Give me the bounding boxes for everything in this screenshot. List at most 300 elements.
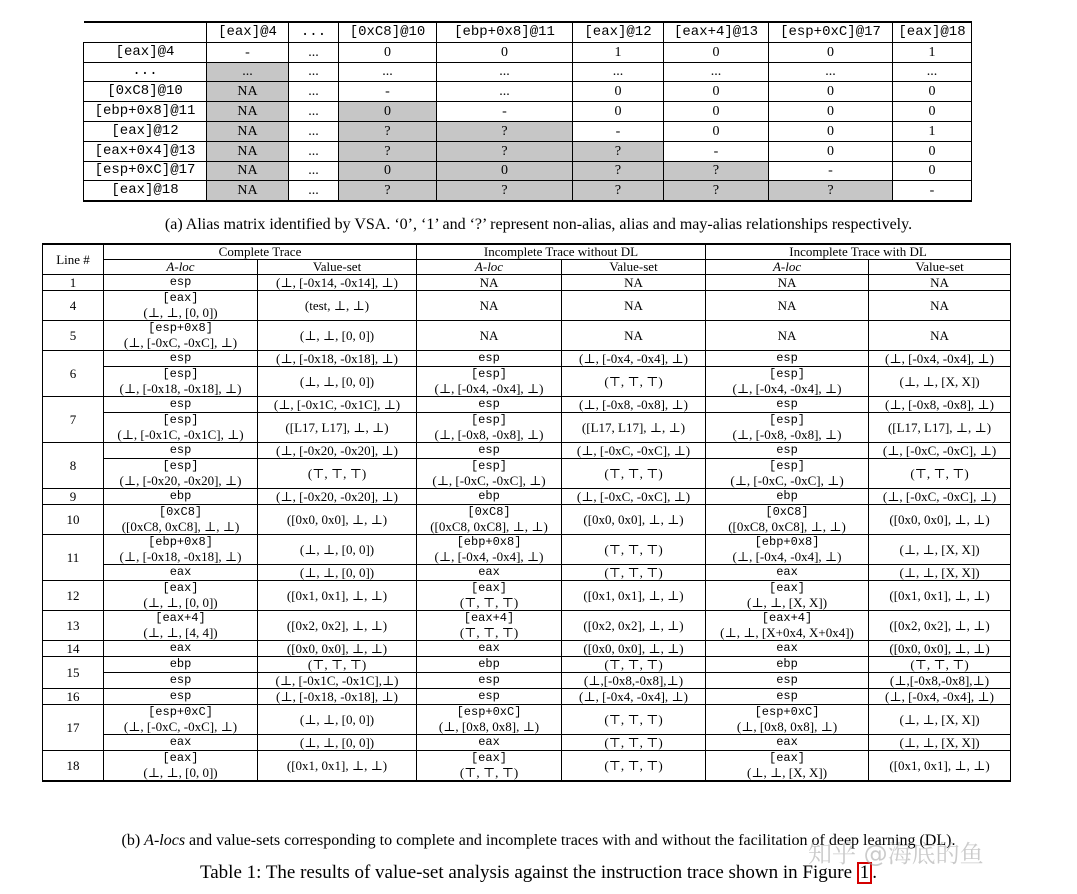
- aloc-cell: [706, 367, 869, 397]
- alias-cell: 0: [664, 42, 769, 62]
- value-set-cell: (⊥, [-0x4, -0x4], ⊥): [562, 351, 706, 367]
- aloc-value-set: (⊥, ⊥, [X+0x4, X+0x4]): [720, 624, 854, 640]
- aloc-cell: NA: [417, 291, 562, 321]
- aloc-cell: ebp: [417, 489, 562, 505]
- vsa-row: [43, 657, 1011, 673]
- aloc-cell: eax: [706, 565, 869, 581]
- aloc-cell: [104, 535, 258, 565]
- vsa-row: [43, 275, 1011, 291]
- aloc-value-set: (⊥, ⊥, [X, X]): [746, 594, 828, 610]
- aloc-cell: [706, 751, 869, 782]
- value-set-cell: (⊥, ⊥, [0, 0]): [258, 705, 417, 735]
- value-set-cell: ([L17, L17], ⊥, ⊥): [258, 413, 417, 443]
- aloc-value-set: ([0xC8, 0xC8], ⊥, ⊥): [728, 518, 846, 534]
- aloc-name: [0xC8]: [467, 505, 511, 519]
- aloc-name: [0xC8]: [158, 505, 203, 519]
- value-set-cell: (⊥, [-0xC, -0xC], ⊥): [562, 443, 706, 459]
- line-number-cell: 4: [43, 291, 104, 321]
- alias-row: [84, 141, 972, 161]
- line-number-cell: 9: [43, 489, 104, 505]
- value-set-cell: NA: [869, 291, 1011, 321]
- alias-cell: NA: [207, 82, 289, 102]
- aloc-name: [eax]: [162, 751, 199, 765]
- alias-cell: 0: [893, 161, 972, 181]
- alias-cell: 1: [573, 42, 664, 62]
- value-set-cell: (⊥, [-0x4, -0x4], ⊥): [562, 689, 706, 705]
- aloc-name: [eax+4]: [463, 611, 515, 625]
- alias-cell: 0: [769, 141, 893, 161]
- alias-cell: 1: [893, 121, 972, 141]
- vsa-row: [43, 291, 1011, 321]
- alias-cell: NA: [207, 121, 289, 141]
- aloc-cell: ebp: [417, 657, 562, 673]
- value-set-cell: (⊥, [-0xC, -0xC], ⊥): [562, 489, 706, 505]
- aloc-cell: esp: [417, 397, 562, 413]
- vsa-row: [43, 689, 1011, 705]
- aloc-cell: ebp: [706, 489, 869, 505]
- alias-cell: ?: [573, 141, 664, 161]
- alias-matrix-table: [83, 21, 972, 202]
- value-set-cell: (⊥, [-0x4, -0x4], ⊥): [869, 351, 1011, 367]
- aloc-cell: esp: [417, 351, 562, 367]
- aloc-value-set: (⊥, ⊥, [0, 0]): [143, 764, 218, 780]
- caption-b-prefix: (b): [121, 832, 145, 849]
- aloc-cell: esp: [104, 443, 258, 459]
- vsa-row: [43, 751, 1011, 782]
- value-set-cell: ([0x1, 0x1], ⊥, ⊥): [869, 751, 1011, 782]
- vsa-row: [43, 505, 1011, 535]
- alias-cell: ...: [573, 62, 664, 82]
- value-set-cell: (⊥, [-0x20, -0x20], ⊥): [258, 489, 417, 505]
- aloc-cell: [417, 535, 562, 565]
- alias-cell: ...: [289, 42, 339, 62]
- group-header-incomplete-with-dl: Incomplete Trace with DL: [706, 244, 1011, 260]
- value-set-cell: (⊤, ⊤, ⊤): [562, 565, 706, 581]
- aloc-value-set: (⊥, ⊥, [0, 0]): [143, 304, 218, 320]
- vsa-row: [43, 581, 1011, 611]
- alias-cell: 0: [769, 102, 893, 122]
- aloc-cell: NA: [417, 275, 562, 291]
- aloc-cell: eax: [417, 735, 562, 751]
- vsa-row: [43, 459, 1011, 489]
- aloc-cell: esp: [104, 689, 258, 705]
- alias-column-header: [ebp+0x8]@11: [437, 22, 573, 42]
- value-set-cell: (⊥, [-0x20, -0x20], ⊥): [258, 443, 417, 459]
- aloc-name: [eax]: [470, 751, 507, 765]
- aloc-value-set: (⊤, ⊤, ⊤): [459, 764, 519, 780]
- alias-cell: 0: [573, 102, 664, 122]
- aloc-value-set: ([0xC8, 0xC8], ⊥, ⊥): [121, 518, 240, 534]
- alias-cell: -: [769, 161, 893, 181]
- alias-cell: 0: [437, 161, 573, 181]
- aloc-name: [esp+0x8]: [148, 321, 213, 335]
- value-set-cell: (⊥, [-0x8, -0x8], ⊥): [562, 397, 706, 413]
- value-set-cell: (⊤, ⊤, ⊤): [562, 657, 706, 673]
- aloc-cell: esp: [706, 397, 869, 413]
- value-set-cell: (⊤, ⊤, ⊤): [562, 705, 706, 735]
- alias-cell: NA: [207, 161, 289, 181]
- value-set-cell: ([0x0, 0x0], ⊥, ⊥): [869, 505, 1011, 535]
- aloc-cell: [706, 413, 869, 443]
- vsa-row: [43, 705, 1011, 735]
- alias-cell: 0: [769, 42, 893, 62]
- aloc-name: [esp]: [470, 413, 507, 427]
- alias-row-label: [0xC8]@10: [84, 82, 207, 102]
- aloc-name: [eax]: [769, 751, 806, 765]
- aloc-cell: [104, 459, 258, 489]
- aloc-cell: [706, 581, 869, 611]
- value-set-cell: ([L17, L17], ⊥, ⊥): [869, 413, 1011, 443]
- alias-row-label: ...: [84, 62, 207, 82]
- alias-matrix-body: [84, 42, 972, 201]
- aloc-cell: ebp: [104, 657, 258, 673]
- value-set-cell: NA: [562, 321, 706, 351]
- caption-b-aloc: A-locs: [144, 832, 186, 849]
- alias-cell: ?: [437, 181, 573, 201]
- value-set-cell: (⊥, ⊥, [X, X]): [869, 535, 1011, 565]
- value-set-cell: (⊥, [-0x8, -0x8], ⊥): [869, 397, 1011, 413]
- aloc-name: [ebp+0x8]: [456, 535, 522, 549]
- aloc-cell: eax: [104, 565, 258, 581]
- value-set-cell: ([L17, L17], ⊥, ⊥): [562, 413, 706, 443]
- alias-cell: ...: [339, 62, 437, 82]
- aloc-cell: [417, 459, 562, 489]
- aloc-cell: [104, 611, 258, 641]
- alias-row: [84, 102, 972, 122]
- aloc-name: [eax]: [162, 291, 199, 305]
- aloc-cell: eax: [104, 735, 258, 751]
- value-set-cell: NA: [562, 291, 706, 321]
- aloc-name: [esp]: [162, 367, 199, 381]
- alias-cell: 0: [769, 82, 893, 102]
- aloc-name: [0xC8]: [765, 505, 809, 519]
- alias-cell: 0: [893, 82, 972, 102]
- aloc-name: [esp]: [769, 459, 806, 473]
- alias-header-row: [84, 22, 972, 42]
- vsa-row: [43, 735, 1011, 751]
- aloc-cell: esp: [104, 397, 258, 413]
- value-set-cell: (⊥, [-0x1C, -0x1C], ⊥): [258, 397, 417, 413]
- line-number-cell: 13: [43, 611, 104, 641]
- alias-cell: ...: [769, 62, 893, 82]
- aloc-cell: esp: [104, 351, 258, 367]
- aloc-value-set: (⊤, ⊤, ⊤): [459, 594, 519, 610]
- aloc-name: [eax+4]: [761, 611, 813, 625]
- aloc-name: [esp]: [769, 367, 806, 381]
- vsa-header-row-2: [43, 260, 1011, 275]
- aloc-value-set: (⊥, [-0x8, -0x8], ⊥): [732, 426, 842, 442]
- alias-cell: ?: [339, 121, 437, 141]
- vsa-row: [43, 673, 1011, 689]
- aloc-name: [eax+4]: [155, 611, 206, 625]
- alias-cell: ...: [893, 62, 972, 82]
- line-number-cell: 8: [43, 443, 104, 489]
- aloc-value-set: (⊥, [-0x8, -0x8], ⊥): [434, 426, 544, 442]
- alias-row: [84, 62, 972, 82]
- aloc-cell: [417, 611, 562, 641]
- aloc-cell: [706, 705, 869, 735]
- value-set-cell: (⊥, ⊥, [X, X]): [869, 735, 1011, 751]
- alias-cell: -: [573, 121, 664, 141]
- alias-column-header: [eax]@4: [207, 22, 289, 42]
- aloc-value-set: (⊥, [-0xC, -0xC], ⊥): [123, 334, 238, 350]
- aloc-value-set: (⊥, [-0x4, -0x4], ⊥): [434, 548, 544, 564]
- value-set-header: Value-set: [869, 260, 1011, 275]
- value-set-cell: ([0x2, 0x2], ⊥, ⊥): [869, 611, 1011, 641]
- alias-cell: ...: [289, 82, 339, 102]
- aloc-cell: ebp: [104, 489, 258, 505]
- line-number-cell: 12: [43, 581, 104, 611]
- alias-cell: ...: [289, 62, 339, 82]
- alias-cell: -: [339, 82, 437, 102]
- aloc-name: [esp]: [769, 413, 806, 427]
- value-set-cell: (⊤, ⊤, ⊤): [562, 735, 706, 751]
- aloc-cell: eax: [417, 641, 562, 657]
- alias-cell: 0: [437, 42, 573, 62]
- vsa-row: [43, 443, 1011, 459]
- alias-cell: 0: [339, 102, 437, 122]
- alias-cell: ?: [664, 181, 769, 201]
- line-number-cell: 15: [43, 657, 104, 689]
- vsa-row: [43, 351, 1011, 367]
- aloc-cell: [104, 705, 258, 735]
- alias-cell: ?: [437, 121, 573, 141]
- aloc-cell: [706, 611, 869, 641]
- aloc-cell: NA: [417, 321, 562, 351]
- alias-cell: ?: [573, 161, 664, 181]
- aloc-value-set: (⊥, [-0xC, -0xC], ⊥): [730, 472, 844, 488]
- alias-column-header: [0xC8]@10: [339, 22, 437, 42]
- vsa-row: [43, 413, 1011, 443]
- aloc-header: A-loc: [104, 260, 258, 275]
- aloc-cell: [417, 705, 562, 735]
- alias-row-label: [ebp+0x8]@11: [84, 102, 207, 122]
- aloc-cell: [417, 751, 562, 782]
- alias-cell: -: [664, 141, 769, 161]
- value-set-cell: ([0x0, 0x0], ⊥, ⊥): [258, 641, 417, 657]
- aloc-value-set: (⊥, [-0x18, -0x18], ⊥): [119, 548, 242, 564]
- aloc-cell: [417, 581, 562, 611]
- alias-cell: 0: [893, 141, 972, 161]
- alias-row-label: [eax]@4: [84, 42, 207, 62]
- aloc-cell: [104, 291, 258, 321]
- alias-cell: 0: [893, 102, 972, 122]
- alias-row: [84, 121, 972, 141]
- alias-cell: ?: [769, 181, 893, 201]
- table-caption-end: .: [872, 862, 878, 883]
- value-set-cell: (⊥, ⊥, [0, 0]): [258, 321, 417, 351]
- alias-cell: -: [437, 102, 573, 122]
- aloc-cell: esp: [417, 443, 562, 459]
- vsa-row: [43, 535, 1011, 565]
- value-set-cell: ([0x0, 0x0], ⊥, ⊥): [562, 505, 706, 535]
- value-set-cell: (⊤, ⊤, ⊤): [869, 657, 1011, 673]
- alias-cell: 0: [664, 121, 769, 141]
- vsa-row: [43, 641, 1011, 657]
- line-number-cell: 18: [43, 751, 104, 782]
- value-set-cell: ([0x2, 0x2], ⊥, ⊥): [562, 611, 706, 641]
- alias-row-label: [eax]@12: [84, 121, 207, 141]
- alias-cell: ...: [437, 62, 573, 82]
- alias-column-header: [eax]@12: [573, 22, 664, 42]
- aloc-value-set: (⊥, ⊥, [4, 4]): [143, 624, 218, 640]
- aloc-name: [eax]: [470, 581, 507, 595]
- aloc-value-set: (⊥, [-0x18, -0x18], ⊥): [119, 380, 242, 396]
- aloc-cell: [417, 413, 562, 443]
- value-set-cell: (test, ⊥, ⊥): [258, 291, 417, 321]
- value-set-cell: NA: [869, 275, 1011, 291]
- aloc-name: [esp]: [470, 367, 507, 381]
- aloc-value-set: (⊥, [-0x20, -0x20], ⊥): [119, 472, 242, 488]
- alias-column-header: [esp+0xC]@17: [769, 22, 893, 42]
- aloc-name: [esp]: [162, 413, 199, 427]
- aloc-cell: eax: [104, 641, 258, 657]
- alias-cell: 0: [573, 82, 664, 102]
- aloc-cell: [104, 367, 258, 397]
- aloc-name: [ebp+0x8]: [754, 535, 820, 549]
- line-number-cell: 10: [43, 505, 104, 535]
- alias-cell: 0: [664, 82, 769, 102]
- figure-reference-link[interactable]: 1: [857, 862, 873, 884]
- alias-cell: 0: [339, 161, 437, 181]
- aloc-cell: [104, 505, 258, 535]
- aloc-header: A-loc: [706, 260, 869, 275]
- alias-cell: ...: [207, 62, 289, 82]
- aloc-cell: eax: [706, 735, 869, 751]
- aloc-value-set: (⊥, [0x8, 0x8], ⊥): [736, 718, 838, 734]
- aloc-cell: esp: [104, 275, 258, 291]
- alias-cell: ...: [289, 102, 339, 122]
- aloc-value-set: ([0xC8, 0xC8], ⊥, ⊥): [430, 518, 548, 534]
- aloc-cell: [104, 413, 258, 443]
- aloc-name: [esp+0xC]: [456, 705, 522, 719]
- aloc-name: [esp]: [470, 459, 507, 473]
- line-number-cell: 11: [43, 535, 104, 581]
- aloc-value-set: (⊤, ⊤, ⊤): [459, 624, 519, 640]
- value-set-cell: (⊥, ⊥, [X, X]): [869, 705, 1011, 735]
- value-set-cell: (⊤, ⊤, ⊤): [258, 657, 417, 673]
- alias-cell: ...: [289, 181, 339, 201]
- aloc-cell: NA: [706, 291, 869, 321]
- value-set-cell: (⊥, ⊥, [X, X]): [869, 367, 1011, 397]
- value-set-cell: (⊤, ⊤, ⊤): [562, 367, 706, 397]
- value-set-cell: NA: [562, 275, 706, 291]
- aloc-cell: eax: [706, 641, 869, 657]
- aloc-value-set: (⊥, [-0x1C, -0x1C], ⊥): [117, 426, 244, 442]
- alias-cell: ?: [339, 141, 437, 161]
- aloc-cell: [104, 751, 258, 782]
- alias-cell: ...: [289, 141, 339, 161]
- value-set-cell: ([0x2, 0x2], ⊥, ⊥): [258, 611, 417, 641]
- alias-cell: NA: [207, 102, 289, 122]
- aloc-value-set: (⊥, [0x8, 0x8], ⊥): [438, 718, 540, 734]
- aloc-cell: esp: [706, 443, 869, 459]
- aloc-cell: eax: [417, 565, 562, 581]
- aloc-name: [esp+0xC]: [754, 705, 820, 719]
- vsa-row: [43, 321, 1011, 351]
- value-set-cell: (⊥, ⊥, [0, 0]): [258, 735, 417, 751]
- alias-cell: -: [893, 181, 972, 201]
- alias-column-header: [eax+4]@13: [664, 22, 769, 42]
- alias-cell: ...: [437, 82, 573, 102]
- alias-row: [84, 181, 972, 201]
- aloc-cell: [706, 505, 869, 535]
- aloc-name: [esp]: [162, 459, 199, 473]
- aloc-value-set: (⊥, ⊥, [0, 0]): [143, 594, 218, 610]
- value-set-cell: ([0x0, 0x0], ⊥, ⊥): [869, 641, 1011, 657]
- value-set-body: [43, 275, 1011, 782]
- value-set-cell: (⊥, [-0x18, -0x18], ⊥): [258, 689, 417, 705]
- aloc-cell: esp: [417, 673, 562, 689]
- alias-row-label: [eax]@18: [84, 181, 207, 201]
- aloc-name: [eax]: [769, 581, 806, 595]
- alias-cell: -: [207, 42, 289, 62]
- value-set-cell: (⊥, ⊥, [X, X]): [869, 565, 1011, 581]
- aloc-name: [ebp+0x8]: [148, 535, 213, 549]
- alias-cell: ...: [289, 121, 339, 141]
- aloc-header: A-loc: [417, 260, 562, 275]
- value-set-cell: ([0x1, 0x1], ⊥, ⊥): [562, 581, 706, 611]
- value-set-cell: (⊥, [-0x14, -0x14], ⊥): [258, 275, 417, 291]
- value-set-cell: (⊥, ⊥, [0, 0]): [258, 367, 417, 397]
- vsa-header-row-1: [43, 244, 1011, 260]
- group-header-complete: Complete Trace: [104, 244, 417, 260]
- alias-cell: 0: [664, 102, 769, 122]
- alias-row-label: [eax+0x4]@13: [84, 141, 207, 161]
- aloc-cell: [706, 459, 869, 489]
- alias-cell: 1: [893, 42, 972, 62]
- line-number-header: Line #: [43, 244, 104, 275]
- value-set-cell: (⊥, [-0xC, -0xC], ⊥): [869, 443, 1011, 459]
- value-set-header: Value-set: [258, 260, 417, 275]
- aloc-cell: esp: [706, 673, 869, 689]
- aloc-value-set: (⊥, [-0x4, -0x4], ⊥): [732, 548, 842, 564]
- aloc-cell: ebp: [706, 657, 869, 673]
- value-set-cell: (⊤, ⊤, ⊤): [562, 535, 706, 565]
- line-number-cell: 5: [43, 321, 104, 351]
- line-number-cell: 6: [43, 351, 104, 397]
- table-caption-text: Table 1: The results of value-set analysis against the instruction trace shown in Figure: [199, 862, 857, 883]
- value-set-cell: (⊤, ⊤, ⊤): [869, 459, 1011, 489]
- line-number-cell: 7: [43, 397, 104, 443]
- alias-row-label: [esp+0xC]@17: [84, 161, 207, 181]
- group-header-incomplete-without-dl: Incomplete Trace without DL: [417, 244, 706, 260]
- aloc-cell: [104, 321, 258, 351]
- line-number-cell: 1: [43, 275, 104, 291]
- value-set-table: [42, 243, 1011, 782]
- aloc-cell: NA: [706, 275, 869, 291]
- aloc-cell: esp: [706, 351, 869, 367]
- value-set-cell: NA: [869, 321, 1011, 351]
- aloc-value-set: (⊥, [-0x4, -0x4], ⊥): [732, 380, 842, 396]
- value-set-cell: (⊤, ⊤, ⊤): [258, 459, 417, 489]
- alias-cell: ?: [437, 141, 573, 161]
- aloc-name: [esp+0xC]: [148, 705, 213, 719]
- line-number-cell: 14: [43, 641, 104, 657]
- aloc-value-set: (⊥, [-0xC, -0xC], ⊥): [432, 472, 546, 488]
- aloc-value-set: (⊥, [-0xC, -0xC], ⊥): [123, 718, 238, 734]
- alias-corner-cell: [84, 22, 207, 42]
- value-set-cell: (⊥, [-0x4, -0x4], ⊥): [869, 689, 1011, 705]
- value-set-cell: (⊤, ⊤, ⊤): [562, 459, 706, 489]
- alias-cell: 0: [769, 121, 893, 141]
- aloc-cell: [706, 535, 869, 565]
- aloc-cell: [104, 581, 258, 611]
- aloc-value-set: (⊥, [-0x4, -0x4], ⊥): [434, 380, 544, 396]
- value-set-cell: (⊤, ⊤, ⊤): [562, 751, 706, 782]
- value-set-cell: (⊥, ⊥, [0, 0]): [258, 535, 417, 565]
- aloc-cell: esp: [706, 689, 869, 705]
